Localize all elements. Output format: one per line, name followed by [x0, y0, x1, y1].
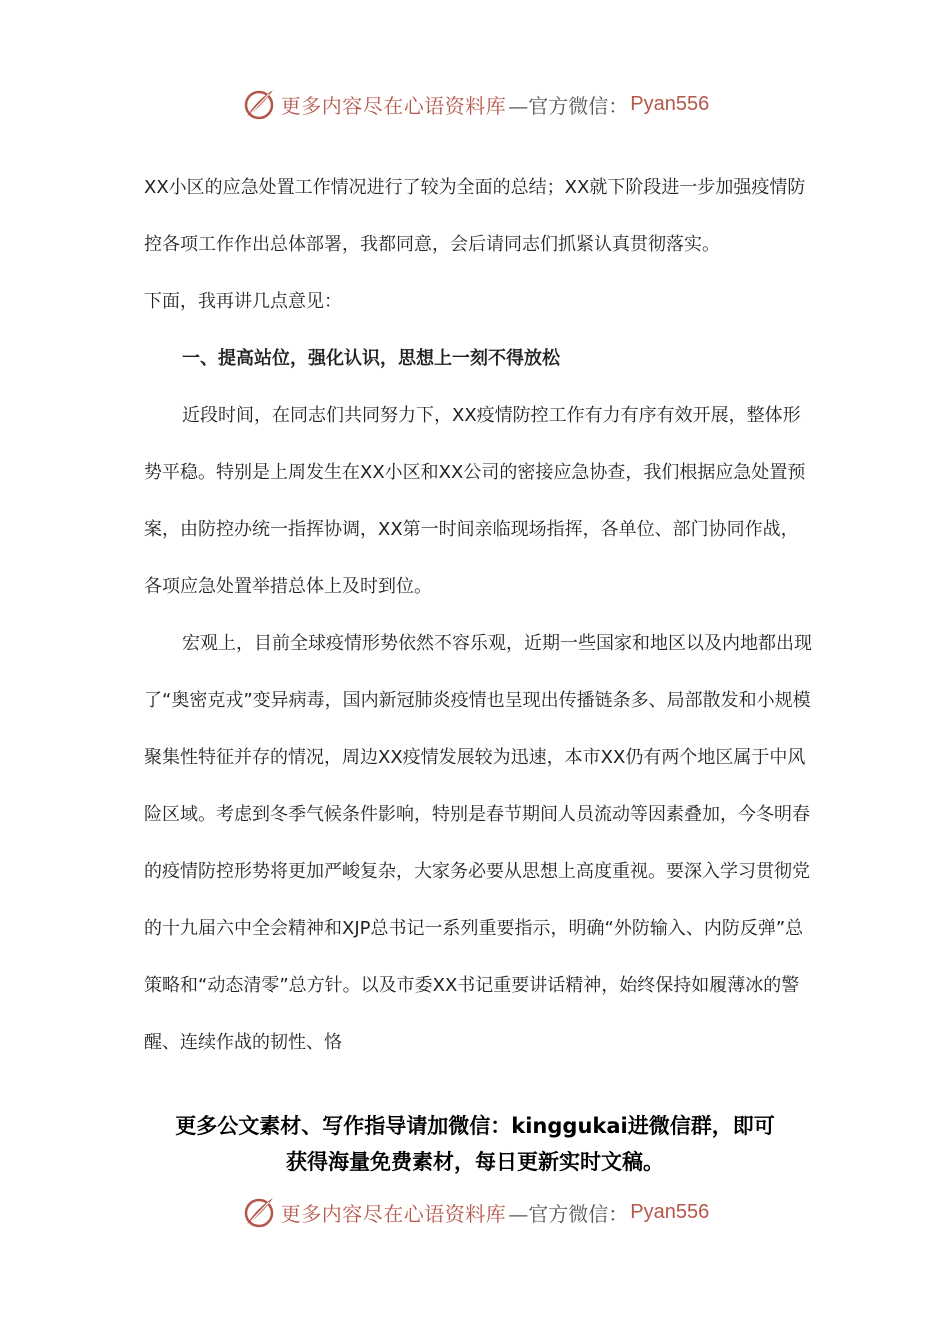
header-banner [0, 82, 950, 126]
footer-wechat-id: Pyan556 [630, 1200, 710, 1223]
paragraph-transition: 下面，我再讲几点意见： [144, 291, 342, 312]
header-official-label: —官方微信： [508, 93, 629, 118]
quill-logo-icon [241, 86, 277, 122]
footer-banner [0, 1190, 950, 1234]
footer-official-label: —官方微信： [508, 1201, 629, 1226]
document-body [144, 159, 812, 1071]
paragraph-intro: XX小区的应急处置工作情况进行了较为全面的总结；XX就下阶段进一步加强疫情防控各项工作作出总体部署，我都同意，会后请同志们抓紧认真贯彻落实。 [144, 177, 806, 255]
header-site-name: 更多内容尽在心语资料库 [280, 93, 507, 118]
header-wechat-id: Pyan556 [630, 92, 710, 115]
paragraph-macro-situation: 宏观上，目前全球疫情形势依然不容乐观，近期一些国家和地区以及内地都出现了“奥密克戎”变异病毒，国内新冠肺炎疫情也呈现出传播链条多、局部散发和小规模聚集性特征并存的情况，周边XX疫情发展较为迅速，本市XX仍有两个地区属于中风险区域。考虑到冬季气候条件影响，特别是春节期间人员流动等因素叠加，今冬明春的疫情防控形势将更加严峻复杂，大家务必要从思想上高度重视。要深入学习贯彻党的十九届六中全会精神和XJP总书记一系列重要指示，明确“外防输入、内防反弹”总策略和“动态清零”总方针。以及市委XX书记重要讲话精神，始终保持如履薄冰的警醒、连续作战的韧性、恪 [144, 633, 812, 1053]
promo-line-2: 获得海量免费素材，每日更新实时文稿。 [286, 1150, 664, 1174]
quill-logo-icon [241, 1194, 277, 1230]
promo-notice [110, 1108, 840, 1180]
paragraph-recent-situation: 近段时间，在同志们共同努力下，XX疫情防控工作有力有序有效开展，整体形势平稳。特别是上周发生在XX小区和XX公司的密接应急协查，我们根据应急处置预案，由防控办统一指挥协调，XX第一时间亲临现场指挥，各单位、部门协同作战，各项应急处置举措总体上及时到位。 [144, 405, 806, 597]
section-heading-1: 一、提高站位，强化认识，思想上一刻不得放松 [182, 348, 560, 369]
promo-line-1: 更多公文素材、写作指导请加微信：kinggukai进微信群，即可 [175, 1114, 775, 1138]
footer-site-name: 更多内容尽在心语资料库 [280, 1201, 507, 1226]
